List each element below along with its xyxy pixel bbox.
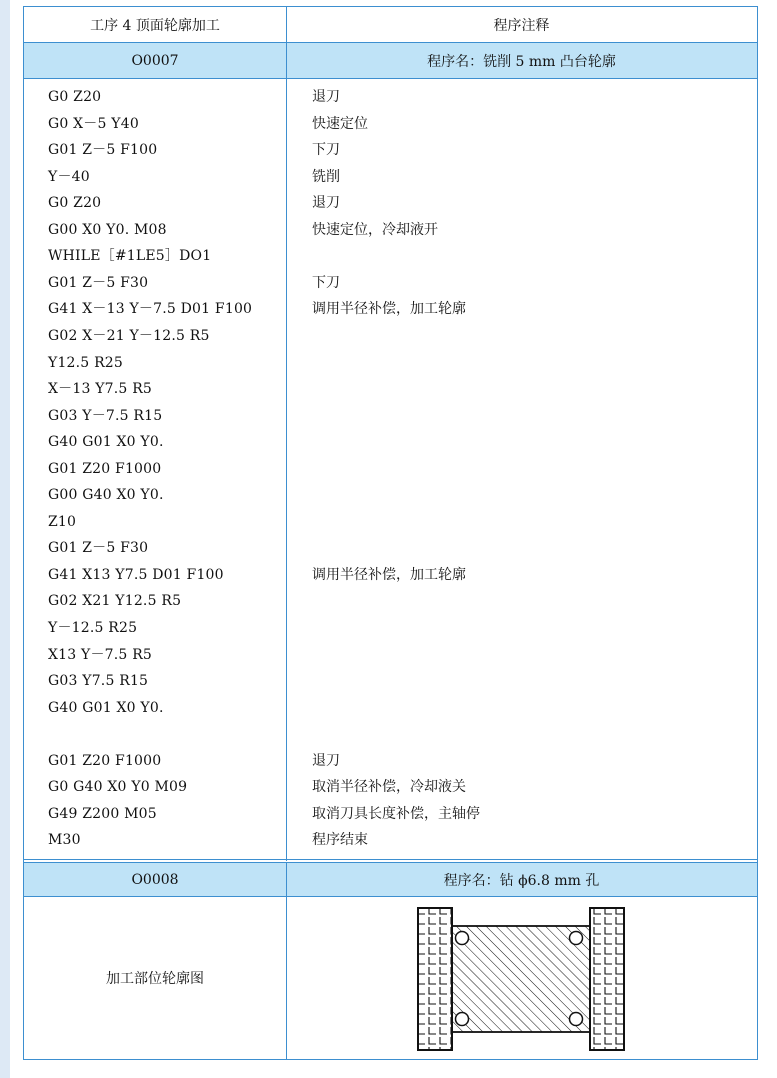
workpiece-hatched-area — [452, 926, 590, 1032]
code-line: G01 Z－5 F30 — [48, 274, 149, 291]
code-line: G0 X－5 Y40 — [48, 115, 139, 132]
code-line: X13 Y－7.5 R5 — [48, 646, 153, 663]
code-comment: 下刀 — [312, 274, 340, 291]
program2-header-row — [24, 862, 757, 897]
program1-code: O0007 — [131, 52, 179, 69]
figure-row — [24, 896, 757, 1059]
right-clamp-block — [590, 908, 624, 1050]
code-comment: 程序结束 — [312, 832, 368, 849]
program1-name: 程序名：铣削 5 mm 凸台轮廓 — [427, 53, 616, 70]
code-comment: 铣削 — [312, 168, 340, 185]
hole-bottom-left — [456, 1013, 469, 1026]
hole-top-right — [570, 932, 583, 945]
code-line: G01 Z20 F1000 — [48, 460, 162, 477]
code-line: M30 — [48, 832, 81, 849]
code-line: G01 Z－5 F30 — [48, 540, 149, 557]
program2-code: O0008 — [131, 871, 179, 888]
code-line: G0 G40 X0 Y0 M09 — [48, 779, 188, 796]
code-line: G02 X－21 Y－12.5 R5 — [48, 327, 210, 344]
code-comment: 退刀 — [312, 195, 340, 212]
hole-bottom-right — [570, 1013, 583, 1026]
code-line: Y－12.5 R25 — [48, 620, 138, 636]
code-line: G02 X21 Y12.5 R5 — [48, 593, 182, 610]
code-line: X－13 Y7.5 R5 — [48, 381, 153, 398]
code-line: G40 G01 X0 Y0. — [48, 434, 164, 451]
code-line: Y－40 — [48, 168, 90, 185]
hole-top-left — [456, 932, 469, 945]
header-process-title: 工序 4 顶面轮廓加工 — [90, 18, 220, 34]
code-line: G01 Z20 F1000 — [48, 752, 162, 769]
code-comment: 取消刀具长度补偿，主轴停 — [312, 805, 480, 822]
code-line: G01 Z－5 F100 — [48, 142, 158, 159]
code-line: G40 G01 X0 Y0. — [48, 699, 164, 716]
code-line: Y12.5 R25 — [48, 354, 124, 371]
code-comment: 下刀 — [312, 142, 340, 159]
code-comment: 快速定位，冷却液开 — [312, 221, 438, 238]
code-line: Z10 — [48, 513, 77, 530]
program2-name: 程序名：钻 ϕ6.8 mm 孔 — [443, 872, 600, 889]
code-line: G41 X－13 Y－7.5 D01 F100 — [48, 301, 253, 318]
program1-code-listing — [24, 79, 757, 861]
code-line: G0 Z20 — [48, 195, 102, 212]
code-line: G00 G40 X0 Y0. — [48, 487, 164, 504]
part-profile-drawing — [416, 906, 626, 1052]
page-accent-bar — [0, 0, 10, 1078]
program1-header-row — [24, 42, 757, 79]
header-comment-title: 程序注释 — [493, 18, 550, 34]
code-line: G00 X0 Y0. M08 — [48, 221, 167, 238]
code-comment: 取消半径补偿，冷却液关 — [312, 779, 466, 796]
figure-label: 加工部位轮廓图 — [106, 970, 204, 987]
program-table — [23, 6, 758, 1060]
code-comment: 调用半径补偿，加工轮廓 — [312, 301, 466, 318]
code-line: G41 X13 Y7.5 D01 F100 — [48, 566, 224, 583]
code-comment: 快速定位 — [312, 115, 368, 132]
code-comment: 退刀 — [312, 89, 340, 105]
code-comment: 调用半径补偿，加工轮廓 — [312, 566, 466, 583]
table-header-row — [24, 7, 757, 43]
code-line: G0 Z20 — [48, 89, 102, 105]
code-line: G49 Z200 M05 — [48, 805, 157, 822]
code-line: G03 Y－7.5 R15 — [48, 407, 163, 424]
code-line: WHILE［#1LE5］DO1 — [48, 248, 212, 265]
code-line: G03 Y7.5 R15 — [48, 673, 149, 690]
code-comment: 退刀 — [312, 752, 340, 769]
left-clamp-block — [418, 908, 452, 1050]
